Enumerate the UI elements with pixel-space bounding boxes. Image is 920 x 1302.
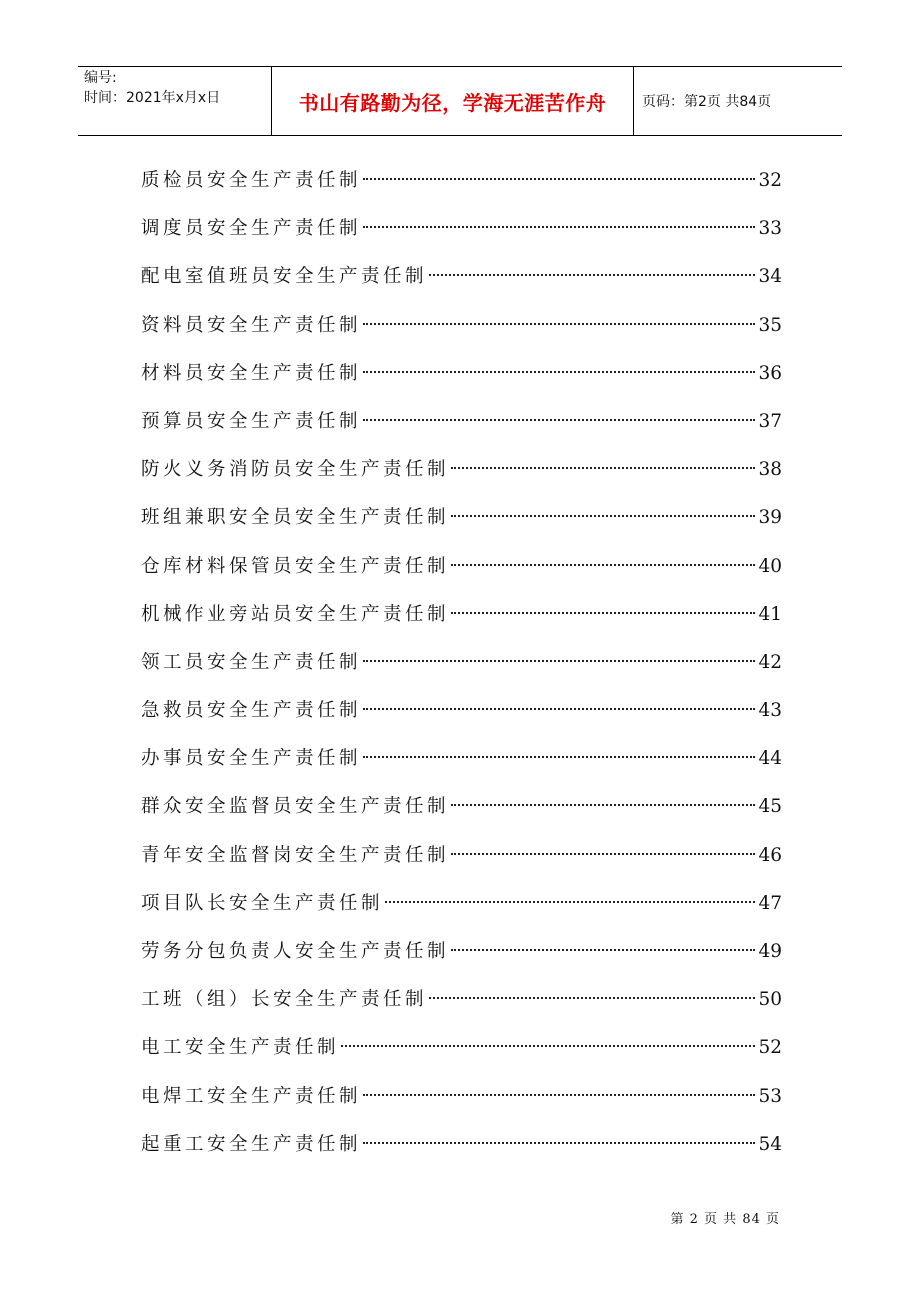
toc-page-number: 49 bbox=[758, 941, 782, 962]
number-label: 编号: bbox=[84, 70, 117, 86]
toc-leader bbox=[363, 178, 755, 180]
toc-entry[interactable] bbox=[141, 398, 782, 446]
toc-title: 配电室值班员安全生产责任制 bbox=[141, 266, 428, 288]
toc-entry[interactable] bbox=[141, 976, 782, 1024]
toc-leader bbox=[385, 901, 755, 903]
toc-page-number: 47 bbox=[758, 892, 782, 914]
toc-title: 电焊工安全生产责任制 bbox=[141, 1085, 362, 1107]
time-label: 时间：2021年x月x日 bbox=[84, 90, 221, 106]
toc-leader bbox=[341, 1045, 755, 1047]
toc-page-number: 54 bbox=[758, 1133, 782, 1155]
toc-entry[interactable] bbox=[141, 783, 782, 831]
toc-entry[interactable] bbox=[141, 880, 782, 928]
toc-leader bbox=[451, 564, 755, 566]
page-code: 页码：第2页 共84页 bbox=[642, 94, 772, 110]
toc-page-number: 42 bbox=[758, 651, 782, 673]
toc-title: 材料员安全生产责任制 bbox=[141, 362, 362, 384]
toc-title: 办事员安全生产责任制 bbox=[141, 748, 362, 770]
toc-page-number: 36 bbox=[758, 362, 782, 384]
toc-entry[interactable] bbox=[141, 350, 782, 398]
toc-leader bbox=[363, 323, 755, 325]
motto: 书山有路勤为径，学海无涯苦作舟 bbox=[298, 90, 607, 115]
toc-leader bbox=[363, 708, 755, 710]
toc-leader bbox=[451, 804, 755, 806]
toc-leader bbox=[451, 515, 755, 517]
toc-title: 青年安全监督岗安全生产责任制 bbox=[141, 844, 450, 866]
toc-entry[interactable] bbox=[141, 253, 782, 301]
toc-page-number: 33 bbox=[758, 218, 782, 240]
toc-leader bbox=[451, 612, 755, 614]
toc-entry[interactable] bbox=[141, 832, 782, 880]
page-header bbox=[78, 66, 842, 136]
toc-leader bbox=[363, 756, 755, 758]
toc-title: 仓库材料保管员安全生产责任制 bbox=[141, 555, 450, 577]
toc-leader bbox=[363, 1094, 755, 1096]
toc-entry[interactable] bbox=[141, 446, 782, 494]
toc-title: 预算员安全生产责任制 bbox=[141, 410, 362, 432]
toc-leader bbox=[363, 660, 755, 662]
toc-title: 起重工安全生产责任制 bbox=[141, 1133, 362, 1155]
toc-page-number: 53 bbox=[758, 1085, 782, 1107]
toc-title: 项目队长安全生产责任制 bbox=[141, 892, 384, 914]
toc-entry[interactable] bbox=[141, 735, 782, 783]
toc-page-number: 35 bbox=[758, 314, 782, 336]
toc-entry[interactable] bbox=[141, 543, 782, 591]
toc-page-number: 39 bbox=[758, 507, 782, 529]
toc-entry[interactable] bbox=[141, 928, 782, 976]
toc-entry[interactable] bbox=[141, 302, 782, 350]
toc-title: 电工安全生产责任制 bbox=[141, 1037, 340, 1059]
toc-title: 工班（组）长安全生产责任制 bbox=[141, 989, 428, 1011]
toc-entry[interactable] bbox=[141, 591, 782, 639]
toc-page-number: 52 bbox=[758, 1037, 782, 1059]
toc-entry[interactable] bbox=[141, 1073, 782, 1121]
toc-title: 资料员安全生产责任制 bbox=[141, 314, 362, 336]
toc-title: 班组兼职安全员安全生产责任制 bbox=[141, 507, 450, 529]
toc-leader bbox=[429, 274, 755, 276]
page-footer bbox=[0, 1208, 920, 1227]
toc-page-number: 50 bbox=[758, 989, 782, 1011]
toc-entry[interactable] bbox=[141, 1024, 782, 1072]
toc-title: 领工员安全生产责任制 bbox=[141, 651, 362, 673]
toc-leader bbox=[363, 226, 755, 228]
toc-page-number: 34 bbox=[758, 266, 782, 288]
header-meta bbox=[78, 67, 272, 135]
toc-page-number: 45 bbox=[758, 796, 782, 818]
toc-leader bbox=[451, 853, 755, 855]
header-motto-cell bbox=[272, 67, 634, 135]
toc-page-number: 44 bbox=[758, 748, 782, 770]
toc-page-number: 38 bbox=[758, 459, 782, 481]
toc-leader bbox=[429, 997, 755, 999]
toc-title: 防火义务消防员安全生产责任制 bbox=[141, 459, 450, 481]
toc-title: 调度员安全生产责任制 bbox=[141, 218, 362, 240]
toc-leader bbox=[363, 419, 755, 421]
toc-page-number: 43 bbox=[758, 700, 782, 722]
toc-title: 质检员安全生产责任制 bbox=[141, 170, 362, 191]
toc-title: 急救员安全生产责任制 bbox=[141, 700, 362, 722]
toc-entry[interactable] bbox=[141, 205, 782, 253]
toc-entry[interactable] bbox=[141, 1121, 782, 1169]
toc-entry[interactable] bbox=[141, 494, 782, 542]
toc-page-number: 46 bbox=[758, 844, 782, 866]
toc-leader bbox=[363, 1142, 755, 1144]
toc-leader bbox=[363, 371, 755, 373]
toc-title: 劳务分包负责人安全生产责任制 bbox=[141, 941, 450, 962]
header-page-code-cell bbox=[634, 67, 842, 135]
toc-leader bbox=[451, 467, 755, 469]
toc-entry[interactable] bbox=[141, 687, 782, 735]
toc-page-number: 40 bbox=[758, 555, 782, 577]
toc-title: 机械作业旁站员安全生产责任制 bbox=[141, 603, 450, 625]
toc-leader bbox=[451, 949, 755, 951]
toc-entry[interactable] bbox=[141, 157, 782, 205]
toc-page-number: 37 bbox=[758, 410, 782, 432]
table-of-contents bbox=[141, 157, 782, 1169]
toc-page-number: 32 bbox=[758, 170, 782, 191]
toc-page-number: 41 bbox=[758, 603, 782, 625]
footer-page-number: 第 2 页 共 84 页 bbox=[670, 1212, 780, 1227]
toc-entry[interactable] bbox=[141, 639, 782, 687]
toc-title: 群众安全监督员安全生产责任制 bbox=[141, 796, 450, 818]
